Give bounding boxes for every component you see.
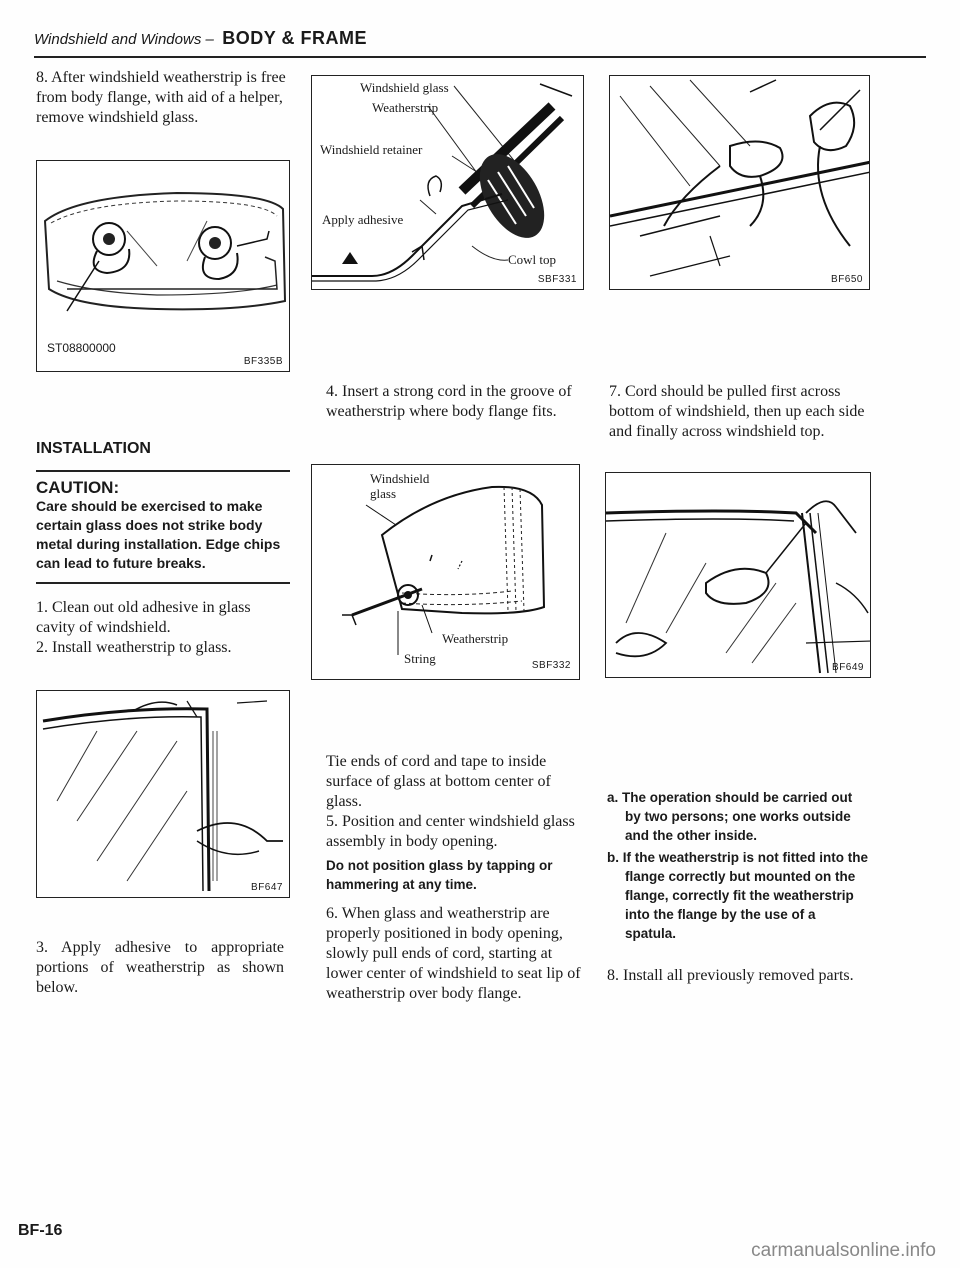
step-3-text: 3. Apply adhesive to appropriate portions of weatherstrip as shown below.	[36, 939, 284, 996]
section-name: Windshield and Windows –	[34, 31, 214, 48]
installation-heading: INSTALLATION	[36, 440, 151, 457]
page-header	[34, 28, 367, 49]
note-b-text: b. If the weatherstrip is not fitted into the flange correctly but mounted on the flange, correctly fit the weatherstrip into the flange by the use of a spatula.	[607, 850, 869, 941]
caution-title: CAUTION:	[36, 478, 120, 497]
caution-bottom-rule	[36, 582, 290, 584]
label-cowl-top: Cowl top	[508, 252, 557, 267]
step-4-text: 4. Insert a strong cord in the groove of weatherstrip where body flange fits.	[326, 383, 572, 420]
weatherstrip-illustration	[37, 691, 290, 898]
label-windshield-glass: Windshield glass	[360, 80, 449, 95]
figure-install-weatherstrip	[36, 690, 290, 898]
figure-pull-cord-side	[605, 472, 871, 678]
step-1-text: 1. Clean out old adhesive in glass cavity of windshield.	[36, 599, 251, 636]
step-5-text: 5. Position and center windshield glass assembly in body opening.	[326, 813, 575, 850]
figure-code: SBF332	[531, 660, 571, 671]
figure-cord-insert	[311, 464, 580, 680]
figure-pull-cord-bottom	[609, 75, 870, 290]
caution-text: Care should be exercised to make certain glass does not strike body metal during installation. Edge chips can lead to future breaks.	[36, 498, 281, 571]
tool-number: ST08800000	[47, 341, 116, 355]
pull-cord-side-illustration	[606, 473, 871, 678]
step-8-install-text: 8. Install all previously removed parts.	[607, 967, 854, 984]
label-string: String	[404, 651, 436, 666]
step-7-text: 7. Cord should be pulled first across bottom of windshield, then up each side and finally across windshield top.	[609, 383, 865, 440]
figure-adhesive-section	[311, 75, 584, 290]
note-a-text: a. The operation should be carried out by two persons; one works outside and the other inside.	[607, 790, 853, 843]
tie-cord-text: Tie ends of cord and tape to inside surface of glass at bottom center of glass.	[326, 753, 551, 810]
no-tapping-note: Do not position glass by tapping or hammering at any time.	[326, 858, 553, 892]
figure-code: BF650	[831, 274, 863, 285]
page-title: BODY & FRAME	[222, 28, 367, 48]
header-rule	[34, 56, 926, 58]
step-6-text: 6. When glass and weatherstrip are properly positioned in body opening, slowly pull ends of cord, starting at lower center of windshield to seat lip of weatherstrip over body flange.	[326, 905, 581, 1002]
label-windshield: Windshield	[370, 471, 430, 486]
figure-code: BF649	[832, 662, 864, 673]
page-number: BF-16	[18, 1222, 63, 1239]
step-2-text: 2. Install weatherstrip to glass.	[36, 639, 232, 656]
label-glass: glass	[370, 486, 396, 501]
caution-top-rule	[36, 470, 290, 472]
figure-remove-glass	[36, 160, 290, 372]
watermark: carmanualsonline.info	[751, 1240, 936, 1261]
figure-code: BF335B	[243, 356, 283, 367]
label-apply-adhesive: Apply adhesive	[322, 212, 404, 227]
label-weatherstrip: Weatherstrip	[442, 631, 509, 646]
figure-code: SBF331	[537, 274, 577, 285]
label-weatherstrip: Weatherstrip	[372, 100, 439, 115]
step-8-remove-text: 8. After windshield weatherstrip is free from body flange, with aid of a helper, remove windshield glass.	[36, 69, 286, 126]
label-windshield-retainer: Windshield retainer	[320, 142, 423, 157]
figure-code: BF647	[251, 882, 283, 893]
pull-cord-bottom-illustration	[610, 76, 870, 290]
cord-insert-illustration	[312, 465, 580, 680]
